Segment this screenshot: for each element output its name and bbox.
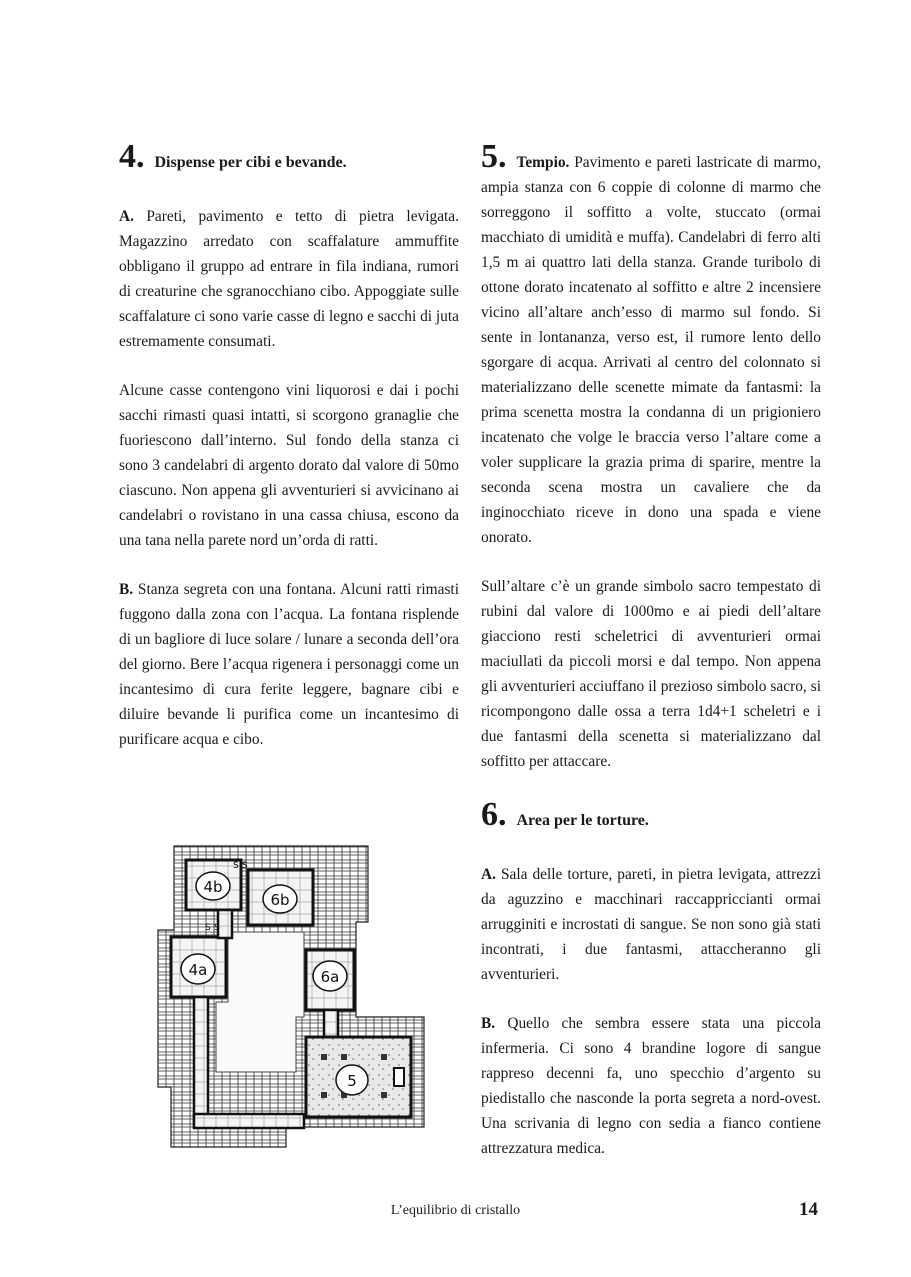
map-corridor-north <box>218 910 232 938</box>
map-central-area <box>216 932 304 1072</box>
section-5-paragraph <box>481 140 821 550</box>
map-altar <box>394 1068 404 1086</box>
map-secret-mark: S <box>233 861 239 871</box>
map-secret-mark: S <box>242 861 248 871</box>
map-corridor-west <box>194 997 208 1127</box>
section-6-heading <box>481 798 821 832</box>
section-6-title: Area per le torture. <box>516 812 649 829</box>
map-secret-mark: S <box>214 923 220 933</box>
section-5-heading <box>481 138 570 175</box>
page-number: 14 <box>799 1199 818 1220</box>
section-6-a-paragraph <box>481 862 821 987</box>
footer-book-title: L’equilibrio di cristallo <box>390 1203 521 1218</box>
section-6-b-paragraph <box>481 1011 821 1161</box>
section-4-a-paragraph <box>119 204 459 354</box>
section-4-b-label: B. <box>119 581 134 598</box>
section-5-paragraph-2: Sull’altare c’è un grande simbolo sacro tempestato di rubini dal valore di 1000mo e ai piedi dell’altare giacciono resti scheletrici di avventurieri ormai maciullati da piccoli morsi e dal tempo. Non appena gli avventurieri acciuffano il prezioso simbolo sacro, si ricompongono dalle ossa a terra 1d4+1 scheletri e i due fantasmi della scenetta si materializzano dal soffitto per attaccare. <box>481 578 821 770</box>
right-column <box>481 140 821 1185</box>
section-4-a-label: A. <box>119 208 134 225</box>
section-4-title: Dispense per cibi e bevande. <box>154 154 347 171</box>
section-6-b-text: Quello che sembra essere stata una piccola infermeria. Ci sono 4 brandine logore di sangue rappreso decenni fa, uno specchio d’argento su piedistallo che nasconde la porta segreta a nord-ovest. Una scrivania di legno con sedia a fianco contiene attrezzatura medica. <box>481 1015 821 1157</box>
section-5-text: Pavimento e pareti lastricate di marmo, ampia stanza con 6 coppie di colonne di marmo che sorreggono il soffitto a volte, stuccato (ormai macchiato di umidità e muffa). Candelabri di ferro alti 1,5 m ai quattro lati della stanza. Grande turibolo di ottone dorato incatenato al soffitto e altre 2 incensiere vicino all’altare anch’esso di marmo sul fondo. Si sente in lontananza, verso est, il rumore lento dello sgorgare di acqua. Arrivati al centro del colonnato si materializzano delle scenette mimate da fantasmi: la prima scenetta mostra la condanna di un prigioniero incatenato che volge le braccia verso l’altare come a voler supplicare la grazia prima di sparire, mentre la seconda scena mostra un cavaliere che da inginocchiato riceve in dono una spada e viene onorato. <box>481 154 821 546</box>
section-4-a-text: Pareti, pavimento e tetto di pietra levigata. Magazzino arredato con scaffalature ammuffite obbligano il gruppo ad entrare in fila indiana, rumori di creaturine che sgranocchiano cibo. Appoggiate sulle scaffalature ci sono varie casse di legno e sacchi di juta estremamente consumati. <box>119 208 459 350</box>
map-label-4a: 4a <box>188 961 208 979</box>
left-column <box>119 140 459 776</box>
section-4-number: 4. <box>119 138 145 175</box>
map-label-5: 5 <box>347 1072 357 1090</box>
section-6-a-text: Sala delle torture, pareti, in pietra levigata, attrezzi da aguzzino e macchinari raccappriccianti ormai arrugginiti e incrostati di sangue. Se non sono già stati incontrati, i due fantasmi, attaccheranno gli avventurieri. <box>481 866 821 983</box>
map-label-4b: 4b <box>203 878 223 896</box>
map-label-6a: 6a <box>320 968 340 986</box>
dungeon-map <box>156 842 438 1152</box>
section-4-b-paragraph <box>119 577 459 752</box>
section-4-heading <box>119 140 459 174</box>
section-6-number: 6. <box>481 796 507 833</box>
map-label-6b: 6b <box>270 891 290 909</box>
map-secret-mark: S <box>205 923 211 933</box>
section-4-b-text: Stanza segreta con una fontana. Alcuni ratti rimasti fuggono dalla zona con l’acqua. La fontana risplende di un bagliore di luce solare / lunare a seconda dell’ora del giorno. Bere l’acqua rigenera i personaggi come un incantesimo di cura ferite leggere, bagnare cibi e diluire bevande li purifica come un incantesimo di purificare acqua e cibo. <box>119 581 459 748</box>
section-6-b-label: B. <box>481 1015 496 1032</box>
map-corridor-south <box>194 1114 304 1128</box>
section-5-number: 5. <box>481 138 507 175</box>
section-4-paragraph-2: Alcune casse contengono vini liquorosi e dai i pochi sacchi rimasti quasi intatti, si scorgono granaglie che fuoriescono dall’interno. Sul fondo della stanza ci sono 3 candelabri di argento dorato dal valore di 50mo ciascuno. Non appena gli avventurieri si avvicinano ai candelabri o rovistano in una cassa chiusa, escono da una tana nella parete nord un’orda di ratti. <box>119 382 459 549</box>
section-5-title: Tempio. <box>516 154 570 171</box>
section-6-a-label: A. <box>481 866 496 883</box>
